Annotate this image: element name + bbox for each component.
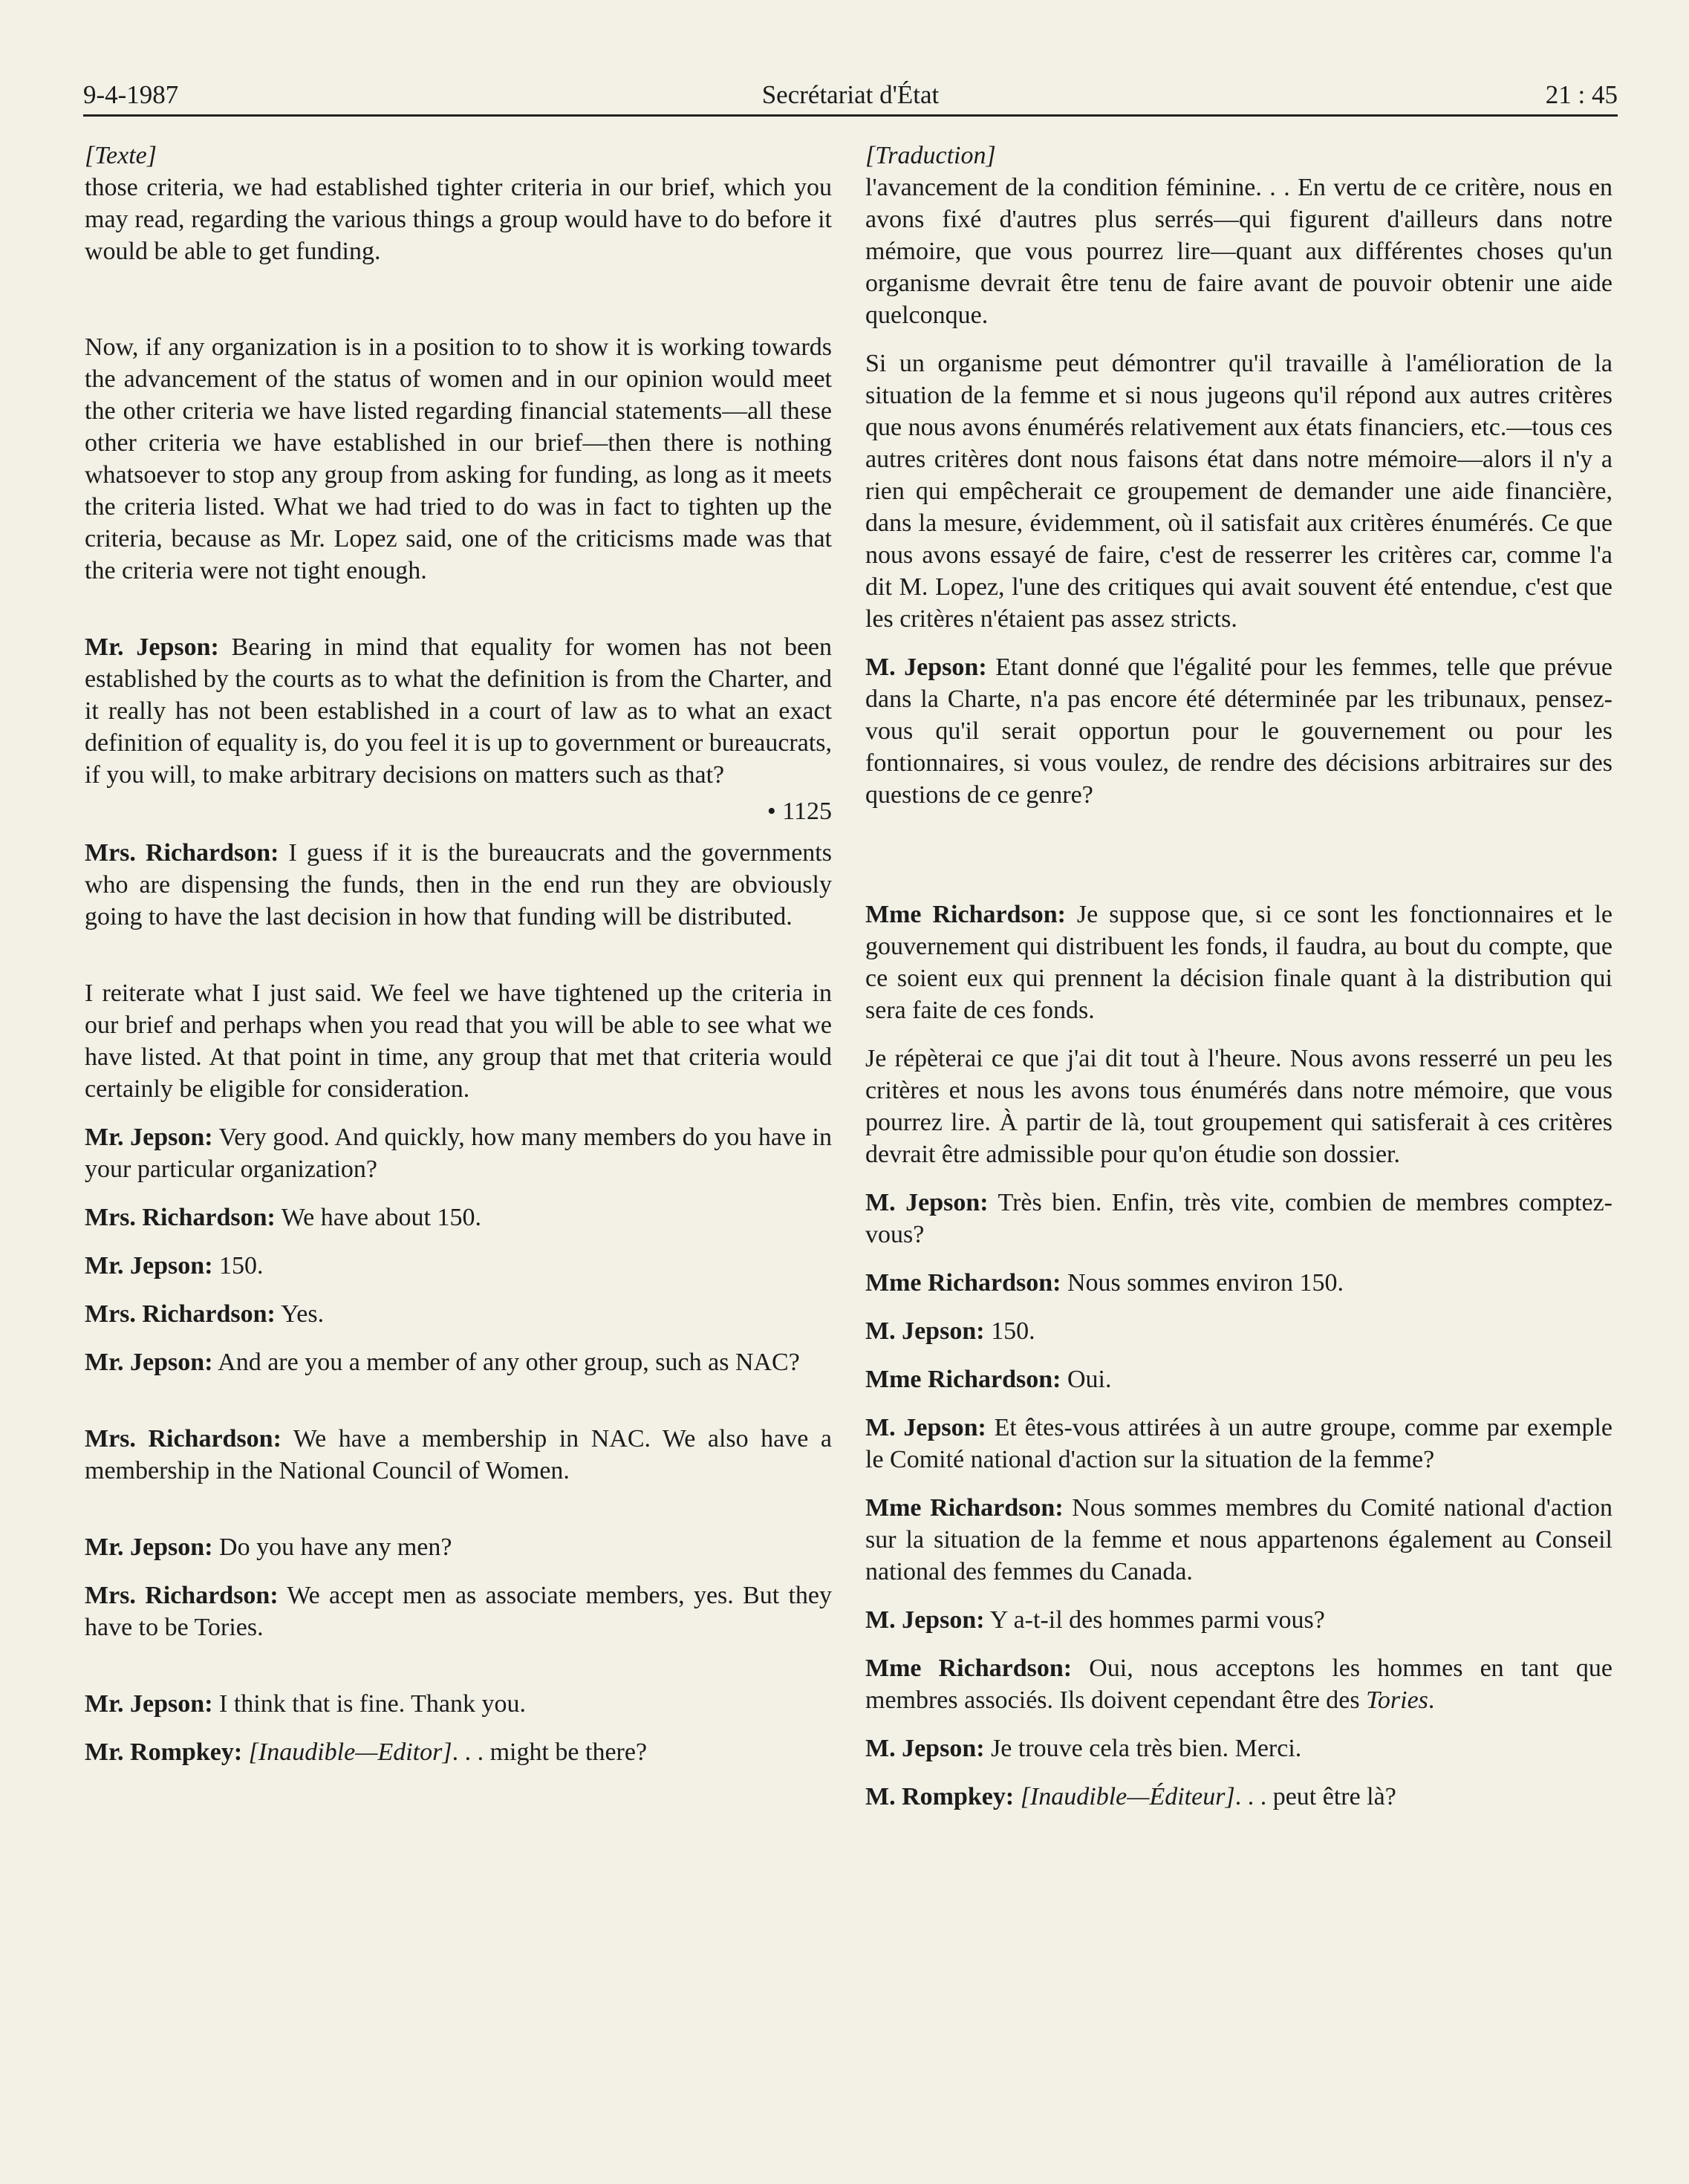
paragraph	[865, 1604, 1612, 1636]
paragraph	[85, 631, 832, 791]
speaker-name: Mrs. Richardson:	[85, 1300, 276, 1328]
header-title: Secrétariat d'État	[761, 80, 940, 109]
paragraph	[865, 651, 1612, 811]
speaker-name: Mme Richardson:	[865, 1269, 1061, 1297]
speaker-name: Mme Richardson:	[865, 1366, 1061, 1393]
speech-text: Yes.	[275, 1300, 325, 1328]
paragraph	[865, 1412, 1612, 1476]
speaker-name: Mme Richardson:	[865, 901, 1066, 928]
paragraph	[865, 1267, 1612, 1299]
paragraph: Now, if any organization is in a position to to show it is working towards the advancement of the status of women and in our opinion would meet the other criteria we have listed regarding financial statements—all these other criteria we have established in our brief—then there is nothing whatsoever to stop any group from asking for funding, as long as it meets the criteria listed. What we had tried to do was in fact to tighten up the criteria, because as Mr. Lopez said, one of the criticisms made was that the criteria were not tight enough.	[85, 333, 832, 584]
paragraph	[865, 1652, 1612, 1716]
language-tag: [Traduction]	[865, 142, 996, 169]
speech-text: Oui.	[1061, 1366, 1112, 1393]
speaker-name: Mr. Jepson:	[85, 1252, 213, 1280]
speech-text: .	[1428, 1686, 1435, 1714]
paragraph	[85, 837, 832, 933]
paragraph	[865, 1315, 1612, 1347]
speech-text: And are you a member of any other group, such as NAC?	[212, 1349, 800, 1376]
speaker-name: M. Jepson:	[865, 1606, 985, 1634]
header-page-number: 21 : 45	[1545, 80, 1618, 109]
paragraph	[85, 1531, 832, 1563]
speech-text: We accept men as associate members, yes. But they have to be Tories.	[85, 1582, 832, 1641]
paragraph: I reiterate what I just said. We feel we have tightened up the criteria in our brief and perhaps when you read that you will be able to see what we have listed. At that point in time, any group that met that criteria would certainly be eligible for consideration.	[85, 979, 832, 1103]
speaker-name: M. Jepson:	[865, 653, 987, 681]
speaker-name: M. Jepson:	[865, 1317, 985, 1345]
speech-text: Et êtes-vous attirées à un autre groupe, comme par exemple le Comité national d'action sur la situation de la femme?	[865, 1414, 1612, 1473]
paragraph	[865, 1187, 1612, 1251]
paragraph	[85, 1250, 832, 1282]
italic-word: Tories	[1366, 1686, 1428, 1714]
speech-text: Nous sommes membres du Comité national d'action sur la situation de la femme et nous appartenons également au Conseil national des femmes du Canada.	[865, 1494, 1613, 1585]
speech-text: 150.	[984, 1317, 1035, 1345]
paragraph	[85, 1580, 832, 1643]
paragraph	[85, 1346, 832, 1378]
english-column	[85, 140, 832, 1768]
language-tag: [Texte]	[85, 142, 157, 169]
speaker-name: M. Jepson:	[865, 1414, 986, 1441]
speech-text: We have a membership in NAC. We also have a membership in the National Council of Women.	[85, 1425, 832, 1484]
speaker-name: Mr. Jepson:	[85, 633, 219, 661]
speech-text: Très bien. Enfin, très vite, combien de membres comptez-vous?	[865, 1189, 1612, 1248]
paragraph	[85, 1121, 832, 1185]
paragraph	[85, 1688, 832, 1720]
speech-text: . . . might be there?	[452, 1738, 648, 1766]
speech-text: We have about 150.	[275, 1204, 481, 1231]
speaker-name: Mr. Jepson:	[85, 1690, 213, 1718]
speaker-name: Mrs. Richardson:	[85, 1582, 279, 1609]
paragraph	[85, 1736, 832, 1768]
paragraph: Si un organisme peut démontrer qu'il travaille à l'amélioration de la situation de la femme et si nous jugeons qu'il répond aux autres critères que nous avons énumérés relativement aux états financiers, etc.—tous ces autres critères dont nous faisons état dans notre mémoire—alors il n'y a rien qui empêcherait ce groupement de demander une aide financière, dans la mesure, évidemment, où il satisfait aux critères énumérés. Ce que nous avons essayé de faire, c'est de resserrer les critères car, comme l'a dit M. Lopez, l'une des critiques qui avait souvent été entendue, c'est que les critères n'étaient pas assez stricts.	[865, 350, 1612, 633]
paragraph	[85, 1298, 832, 1330]
paragraph	[865, 1781, 1612, 1813]
speaker-name: Mme Richardson:	[865, 1655, 1073, 1682]
paragraph: those criteria, we had established tighter criteria in our brief, which you may read, regarding the various things a group would have to do before it would be able to get funding.	[85, 174, 832, 265]
speech-text: Je suppose que, si ce sont les fonctionnaires et le gouvernement qui distribuent les fonds, il faudra, au bout du compte, que ce soient eux qui prennent la décision finale quant à la distribution qui sera faite de ces fonds.	[865, 901, 1613, 1024]
editor-note: [Inaudible—Editor]	[242, 1738, 452, 1766]
header-date: 9-4-1987	[83, 80, 179, 109]
speech-text: I think that is fine. Thank you.	[212, 1690, 527, 1718]
page-header	[83, 77, 1618, 117]
speech-text: I guess if it is the bureaucrats and the governments who are dispensing the funds, then in the end run they are obviously going to have the last decision in how that funding will be distributed.	[85, 839, 832, 930]
speaker-name: Mr. Jepson:	[85, 1349, 213, 1376]
speaker-name: Mrs. Richardson:	[85, 1425, 282, 1453]
speaker-name: M. Rompkey:	[865, 1783, 1015, 1810]
speech-text: Y a-t-il des hommes parmi vous?	[984, 1606, 1325, 1634]
paragraph	[865, 1363, 1612, 1395]
speech-text: Very good. And quickly, how many members do you have in your particular organization?	[85, 1124, 832, 1183]
speaker-name: Mr. Jepson:	[85, 1124, 213, 1151]
speaker-name: Mme Richardson:	[865, 1494, 1064, 1522]
speech-text: Do you have any men?	[212, 1533, 452, 1561]
paragraph	[865, 899, 1612, 1026]
paragraph	[865, 1492, 1612, 1588]
paragraph	[85, 1423, 832, 1487]
speaker-name: Mr. Jepson:	[85, 1533, 213, 1561]
speaker-name: M. Jepson:	[865, 1735, 985, 1762]
speech-text: Oui, nous acceptons les hommes en tant que membres associés. Ils doivent cependant être des	[865, 1655, 1613, 1714]
speech-text: Je trouve cela très bien. Merci.	[984, 1735, 1302, 1762]
editor-note: [Inaudible—Éditeur]	[1014, 1783, 1235, 1810]
paragraph	[865, 1732, 1612, 1764]
speech-text: Etant donné que l'égalité pour les femmes, telle que prévue dans la Charte, n'a pas encore été déterminée par les tribunaux, pensez-vous qu'il serait opportun pour le gouvernement ou pour les fontionnaires, si vous voulez, de rendre des décisions arbitraires sur des questions de ce genre?	[865, 653, 1613, 809]
speech-text: . . . peut être là?	[1234, 1783, 1396, 1810]
speech-text: Bearing in mind that equality for women has not been established by the courts as to what the definition is from the Charter, and it really has not been established in a court of law as to what an exact definition of equality is, do you feel it is up to government or bureaucrats, if you will, to make arbitrary decisions on matters such as that?	[85, 633, 832, 789]
paragraph: Je répèterai ce que j'ai dit tout à l'heure. Nous avons resserré un peu les critères et nous les avons tous énumérés dans notre mémoire, que vous pourrez lire. À partir de là, tout groupement qui satisferait à ces critères devrait être admissible pour qu'on étudie son dossier.	[865, 1045, 1612, 1168]
paragraph: l'avancement de la condition féminine. . . En vertu de ce critère, nous en avons fixé d'autres plus serrés—qui figurent d'ailleurs dans notre mémoire, que vous pourrez lire—quant aux différentes choses qu'un organisme devrait être tenu de faire avant de pouvoir obtenir une aide quelconque.	[865, 174, 1612, 329]
speech-text: Nous sommes environ 150.	[1061, 1269, 1344, 1297]
speaker-name: Mrs. Richardson:	[85, 839, 279, 867]
speaker-name: Mr. Rompkey:	[85, 1738, 243, 1766]
speaker-name: M. Jepson:	[865, 1189, 989, 1216]
speech-text: 150.	[212, 1252, 264, 1280]
paragraph	[85, 1202, 832, 1233]
time-marker: • 1125	[767, 798, 832, 825]
speaker-name: Mrs. Richardson:	[85, 1204, 276, 1231]
french-column	[865, 140, 1612, 1813]
